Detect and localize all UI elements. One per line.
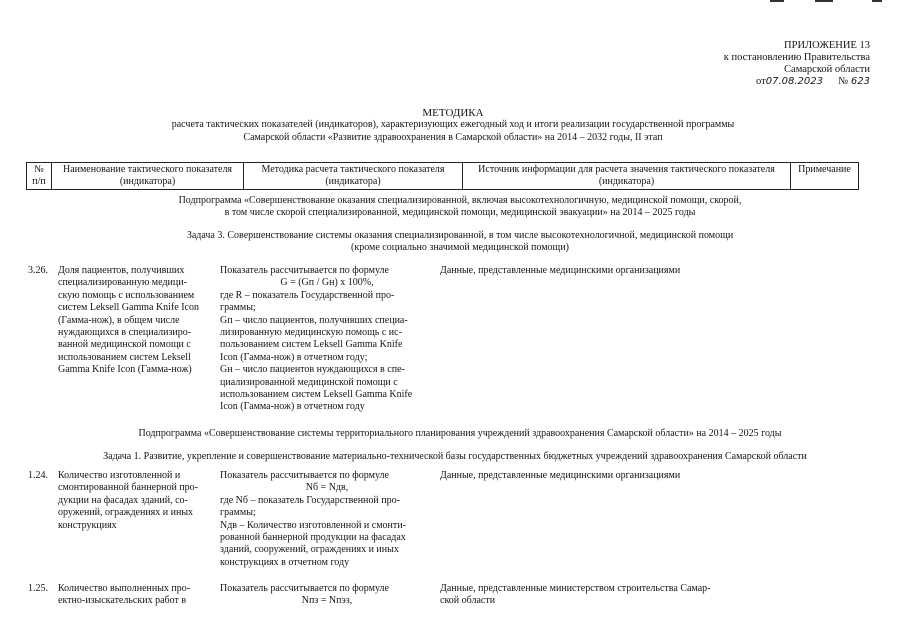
indicator-name: Количество выполненных про- ектно-изыскательских работ в xyxy=(58,583,191,607)
indicator-name: Количество изготовленной и смонтированной баннерной про- дукции на фасадах зданий, со- оружений, ограждениях и иных конструкциях xyxy=(58,470,198,531)
document-subtitle-1: расчета тактических показателей (индикаторов), характеризующих ежегодный ход и итоги реализации государственной программы xyxy=(171,119,735,131)
formula: Nпз = Nпэз, xyxy=(301,595,353,607)
row-number: 1.25. xyxy=(28,583,48,594)
formula: G = (Gп / Gн) х 100%, xyxy=(280,277,374,289)
appendix-line2: Самарской области xyxy=(784,64,870,75)
subprogram-1-heading: Подпрограмма «Совершенствование оказания специализированной, включая высокотехнологичную, медицинской помощи, скорой, в том числе скорой специализированной, медицинской помощи, медицинской эвакуации» на 2014 – 2025 годы xyxy=(178,195,742,219)
indicator-source: Данные, представленные медицинскими организациями xyxy=(440,470,681,481)
document-title-block xyxy=(100,107,806,144)
appendix-date-line: от07.08.2023 № 623 xyxy=(756,76,870,87)
scan-artifact xyxy=(770,0,784,2)
task-1-heading: Задача 1. Развитие, укрепление и совершенствование материально-технической базы государственных бюджетных учреждений здравоохранения Самарской области xyxy=(103,451,807,462)
header-method: Методика расчета тактического показателя (индикатора) xyxy=(244,163,463,190)
task-3-heading: Задача 3. Совершенствование системы оказания специализированной, в том числе высокотехнологичной, медицинской помощи (кроме социально значимой медицинской помощи) xyxy=(186,230,734,254)
row-number: 1.24. xyxy=(28,470,48,481)
appendix-line1: к постановлению Правительства xyxy=(723,52,870,63)
appendix-date: 07.08.2023 xyxy=(765,76,823,87)
header-source: Источник информации для расчета значения тактического показателя (индикатора) xyxy=(463,163,791,190)
indicator-name: Доля пациентов, получивших специализированную медици- скую помощь с использованием систем Leksell Gamma Knife Icon (Гамма-нож), в общем числе нуждающихся в специализиро- ванной медицинской помощи с использованием систем Leksell Gamma Knife Icon (Гамма-нож) xyxy=(58,265,199,376)
appendix-block xyxy=(700,40,870,88)
appendix-title: ПРИЛОЖЕНИЕ 13 xyxy=(784,40,870,51)
header-name: Наименование тактического показателя (индикатора) xyxy=(52,163,244,190)
indicator-source: Данные, представленные министерством строительства Самар- ской области xyxy=(440,583,711,607)
appendix-number: 623 xyxy=(850,76,870,87)
indicator-method: Показатель рассчитывается по формуле Nпз = Nпэз, xyxy=(220,583,434,608)
indicator-table-header xyxy=(26,162,859,190)
scan-artifact xyxy=(872,0,882,2)
subprogram-2-heading: Подпрограмма «Совершенствование системы территориального планирования учреждений здравоохранения Самарской области» на 2014 – 2025 годы xyxy=(138,428,782,439)
header-number: № п/п xyxy=(27,163,52,190)
indicator-method: Показатель рассчитывается по формуле Nб = Nдв, где Nб – показатель Государственной про- граммы; Nдв – Количество изготовленной и смонти- рованной баннерной продукции на фасадах зданий, сооружений, ограждениях и иных конструкциях в отчетном году xyxy=(220,470,434,569)
indicator-method: Показатель рассчитывается по формуле G = (Gп / Gн) х 100%, где R – показатель Государственной про- граммы; Gп – число пациентов, получивших специа- лизированную медицинскую помощь с ис- пользованием систем Leksell Gamma Knife Icon (Гамма-нож) в отчетном году; Gн – число пациентов нуждающихся в спе- циализированной медицинской помощи с использованием систем Leksell Gamma Knife Icon (Гамма-нож) в отчетном году xyxy=(220,265,434,414)
header-note: Примечание xyxy=(791,163,859,190)
row-number: 3.26. xyxy=(28,265,48,276)
indicator-source: Данные, представленные медицинскими организациями xyxy=(440,265,681,276)
formula: Nб = Nдв, xyxy=(305,482,349,494)
document-title: МЕТОДИКА xyxy=(422,107,484,119)
scan-artifact xyxy=(815,0,833,2)
document-subtitle-2: Самарской области «Развитие здравоохранения в Самарской области» на 2014 – 2032 годы, II этап xyxy=(243,131,663,143)
